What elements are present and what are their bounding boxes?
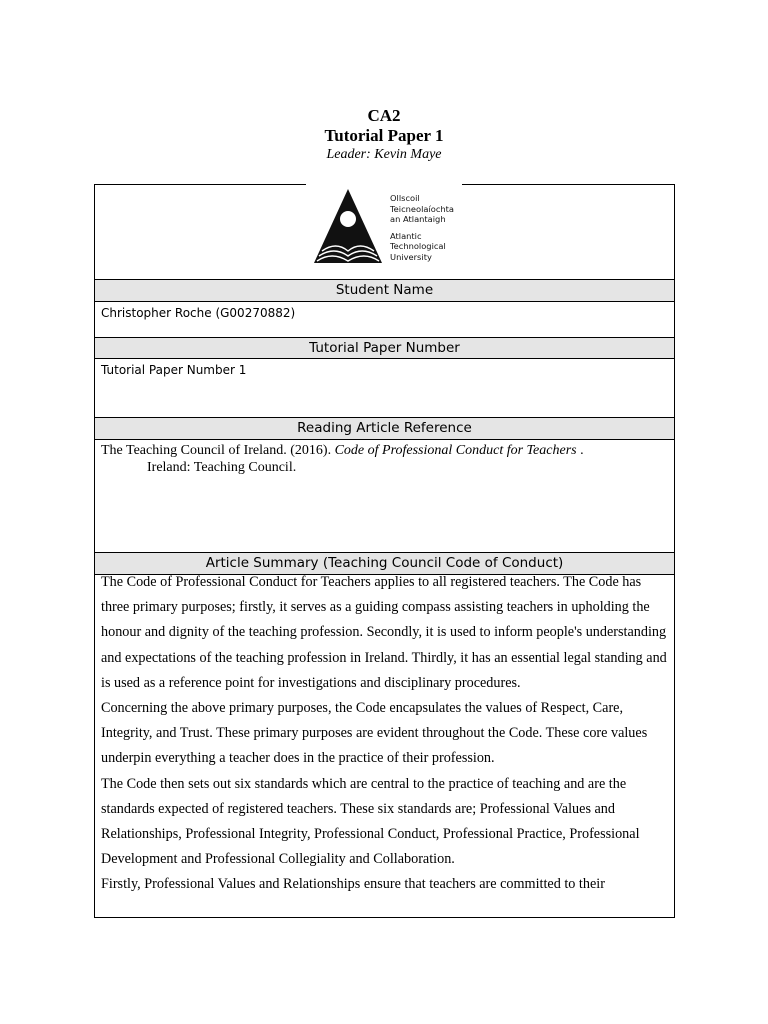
reference-author: The Teaching Council of Ireland. (2016). [101, 443, 335, 458]
logo-line: Ollscoil [390, 193, 420, 203]
logo-line: Atlantic [390, 230, 422, 241]
logo-line: an Atlantaigh [390, 214, 446, 224]
university-name [390, 193, 454, 262]
leader-line: Leader: Kevin Maye [326, 147, 442, 162]
student-name-value: Christopher Roche (G00270882) [101, 306, 296, 320]
summary-body [95, 570, 674, 916]
document-title: Tutorial Paper 1 [324, 126, 444, 145]
paper-number-value: Tutorial Paper Number 1 [101, 363, 247, 377]
university-logo [306, 181, 462, 274]
reference-line-1 [101, 442, 668, 459]
summary-paragraph: The Code of Professional Conduct for Teachers applies to all registered teachers. The Code has three primary purposes; firstly, it serves as a guiding compass assisting teachers in upholding the honour and dignity of the teaching profession. Secondly, it is used to inform people's understanding and expectations of the teaching profession in Ireland. Thirdly, it has an essential legal standing and is used as a reference point for investigations and disciplinary procedures. [101, 574, 667, 691]
submission-table [94, 184, 675, 918]
summary-header: Article Summary (Teaching Council Code of Conduct) [95, 553, 674, 574]
reference-line-2: Ireland: Teaching Council. [147, 460, 297, 475]
student-name-header: Student Name [95, 280, 674, 301]
paper-number-header: Tutorial Paper Number [95, 338, 674, 359]
reference-header: Reading Article Reference [95, 418, 674, 439]
reference-title: Code of Professional Conduct for Teachers [334, 443, 577, 458]
logo-line: Teicneolaíochta [390, 203, 454, 214]
reference-value [95, 440, 674, 552]
logo-row [95, 185, 674, 279]
summary-paragraph: Concerning the above primary purposes, the Code encapsulates the values of Respect, Care, Integrity, and Trust. These primary purposes are evident throughout the Code. These core values underpin everything a teacher does in the practice of their profession. [101, 700, 648, 767]
atu-triangle-icon [306, 181, 386, 274]
summary-paragraph: The Code then sets out six standards which are central to the practice of teaching and are the standards expected of registered teachers. These six standards are; Professional Values and Relationships, Professional Integrity, Professional Conduct, Professional Practice, Professional Development and Professional Collegiality and Collaboration. [101, 775, 640, 868]
logo-line: Technological [390, 241, 446, 251]
logo-line: University [390, 251, 432, 262]
reference-punct: . [576, 443, 584, 458]
document-code: CA2 [367, 106, 401, 125]
summary-paragraph: Firstly, Professional Values and Relationships ensure that teachers are committed to their [101, 876, 605, 893]
